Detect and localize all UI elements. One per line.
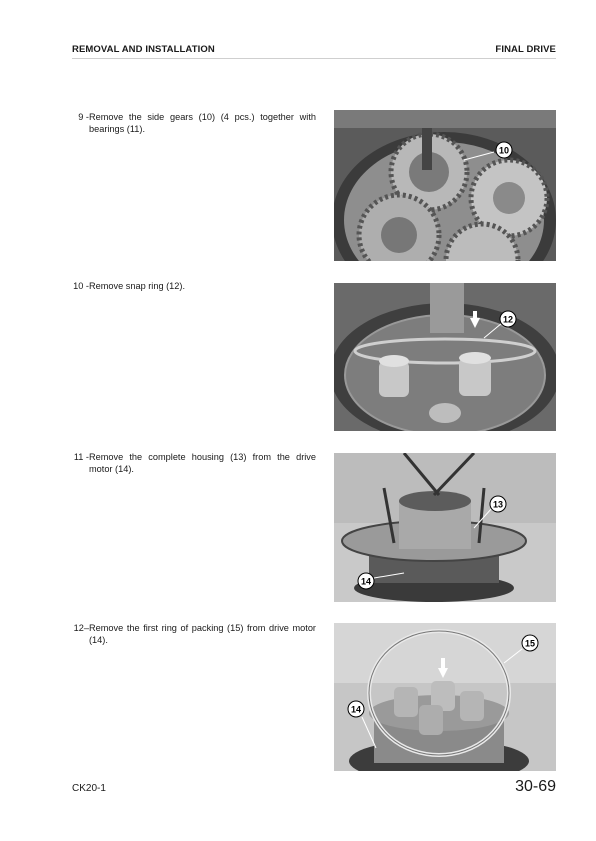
model-number: CK20-1 (72, 783, 106, 794)
callout-number: 12 (502, 314, 514, 325)
step-12 (72, 622, 316, 646)
step-number: 12– (73, 623, 89, 633)
step-11 (72, 451, 316, 475)
callout-number: 10 (498, 145, 510, 156)
step-number: 10 - (73, 281, 89, 291)
step-10 (72, 280, 316, 292)
step-number: 11 - (73, 452, 89, 462)
step-text: Remove the side gears (10) (4 pcs.) together with bearings (11). (89, 112, 316, 134)
header-divider (72, 58, 556, 59)
step-text: Remove the complete housing (13) from the drive motor (14). (89, 452, 316, 474)
callout-number: 14 (360, 576, 372, 587)
step-text: Remove snap ring (12). (89, 281, 186, 291)
callout-number: 13 (492, 499, 504, 510)
chapter-title: FINAL DRIVE (495, 44, 556, 55)
photo-side-gears (334, 110, 556, 261)
step-number: 9 - (78, 112, 89, 122)
callout-number: 14 (350, 704, 362, 715)
step-9 (72, 111, 316, 135)
photo-packing-ring (334, 623, 556, 771)
step-text: Remove the first ring of packing (15) from drive motor (14). (89, 623, 316, 645)
page-number: 30-69 (515, 778, 556, 795)
section-title: REMOVAL AND INSTALLATION (72, 44, 215, 55)
callout-number: 15 (524, 638, 536, 649)
photo-housing (334, 453, 556, 602)
photo-snap-ring (334, 283, 556, 431)
